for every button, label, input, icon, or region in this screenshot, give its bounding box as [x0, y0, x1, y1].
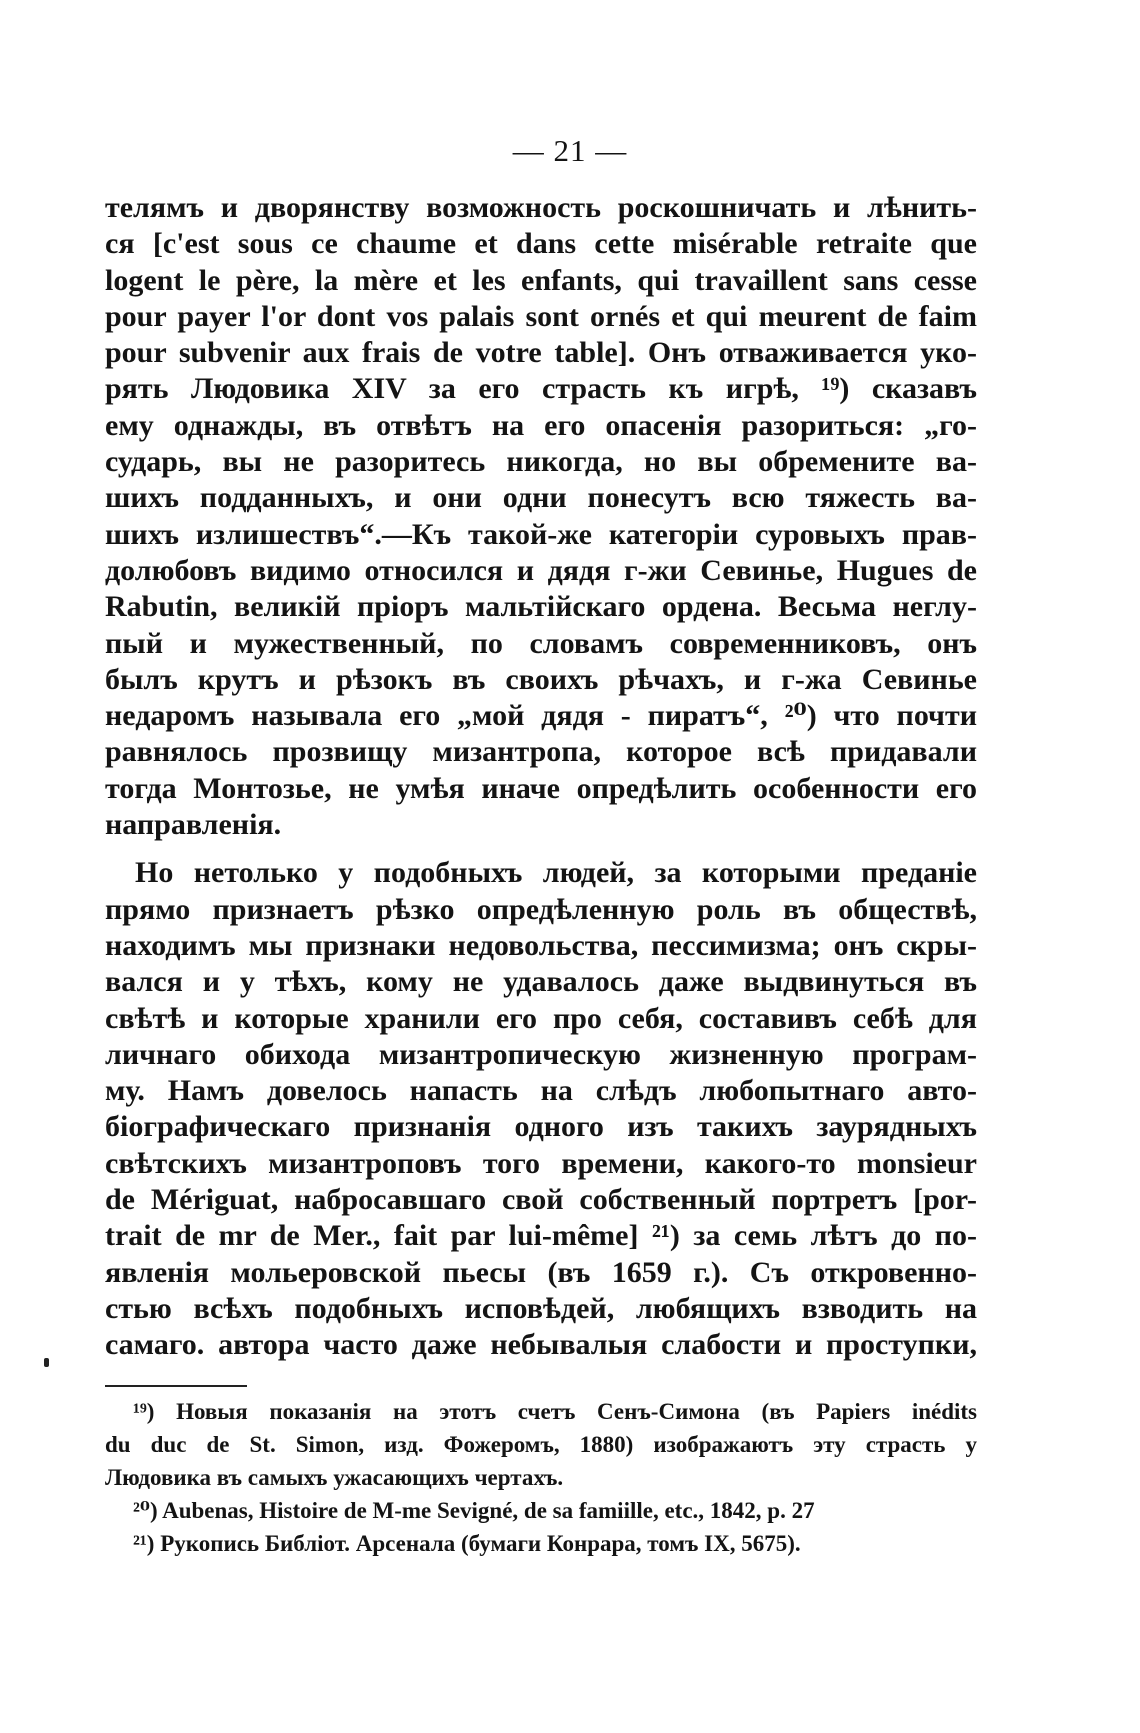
text-line: шихъ излишествъ“.—Къ такой-же категоріи суровыхъ прав-: [105, 517, 977, 551]
text-line: ему однажды, въ отвѣтъ на его опасенія разориться: „го-: [105, 408, 977, 442]
text-line: личнаго обихода мизантропическую жизненную програм-: [105, 1037, 977, 1071]
text-line: сударь, вы не разоритесь никогда, но вы обремените ва-: [105, 445, 977, 479]
text-line: му. Намъ довелось напасть на слѣдъ любопытнаго авто-: [105, 1074, 977, 1108]
text-line: былъ крутъ и рѣзокъ въ своихъ рѣчахъ, и г-жа Севинье: [105, 662, 977, 696]
footnote-line: du duc de St. Simon, изд. Фожеромъ, 1880) изображаютъ эту страсть у: [105, 1432, 977, 1457]
text-line: стью всѣхъ подобныхъ исповѣдей, любящихъ взводить на: [105, 1291, 977, 1325]
text-line: de Mériguat, набросавшаго свой собственный портретъ [por-: [105, 1183, 977, 1217]
text-line: trait de mr de Mer., fait par lui-même] ²¹) за семь лѣтъ до по-: [105, 1219, 977, 1253]
footnote-line: ¹⁹) Новыя показанія на этотъ счетъ Сенъ-Симона (въ Papiers inédits: [133, 1399, 977, 1424]
text-line: направленія.: [105, 808, 282, 842]
paragraph-2: [105, 855, 977, 1363]
text-line: pour payer l'or dont vos palais sont ornés et qui meurent de faim: [105, 299, 977, 333]
page-number: — 21 —: [512, 133, 628, 168]
text-line: logent le père, la mère et les enfants, qui travaillent sans cesse: [105, 263, 977, 297]
text-line: pour subvenir aux frais de votre table]. Онъ отваживается уко-: [105, 336, 977, 370]
text-line: недаромъ называла его „мой дядя - пиратъ“, ²⁰) что почти: [105, 699, 977, 733]
text-line: ся [c'est sous ce chaume et dans cette misérable retraite que: [105, 227, 977, 261]
text-line: Но нетолько у подобныхъ людей, за которыми преданіе: [135, 856, 977, 890]
text-line: равнялось прозвищу мизантропа, которое всѣ придавали: [105, 735, 977, 769]
footnote-line: Людовика въ самыхъ ужасающихъ чертахъ.: [105, 1465, 564, 1490]
text-line: тогда Монтозье, не умѣя иначе опредѣлить особенности его: [105, 771, 977, 805]
footnote-19: [105, 1395, 977, 1494]
footnote-line: ²⁰) Aubenas, Histoire de M-me Sevigné, de sa famiille, etc., 1842, p. 27: [133, 1498, 815, 1523]
footnote-21: [105, 1527, 977, 1560]
text-line: біографическаго признанія одного изъ такихъ заурядныхъ: [105, 1110, 977, 1144]
text-line: явленія мольеровской пьесы (въ 1659 г.). Съ откровенно-: [105, 1255, 977, 1289]
text-line: пый и мужественный, по словамъ современниковъ, онъ: [105, 626, 977, 660]
footnote-line: ²¹) Рукопись Библіот. Арсенала (бумаги Конрара, томъ IX, 5675).: [133, 1531, 801, 1556]
text-line: свѣтѣ и которые хранили его про себя, составивъ себѣ для: [105, 1001, 977, 1035]
text-line: прямо признаетъ рѣзко опредѣленную роль въ обществѣ,: [105, 892, 977, 926]
text-line: телямъ и дворянству возможность роскошничать и лѣнить-: [105, 191, 977, 224]
paragraph-1: [105, 190, 977, 843]
text-line: находимъ мы признаки недовольства, пессимизма; онъ скры-: [105, 928, 977, 962]
text-line: рять Людовика XIV за его страсть къ игрѣ, ¹⁹) сказавъ: [105, 372, 977, 406]
text-line: Rabutin, великій пріоръ мальтійскаго ордена. Весьма неглу-: [105, 590, 977, 624]
text-line: самаго. автора часто даже небывалыя слабости и проступки,: [105, 1328, 977, 1362]
text-line: долюбовъ видимо относился и дядя г-жи Севинье, Hugues de: [105, 553, 977, 587]
text-line: свѣтскихъ мизантроповъ того времени, какого-то monsieur: [105, 1146, 977, 1180]
text-line: вался и у тѣхъ, кому не удавалось даже выдвинуться въ: [105, 965, 977, 999]
footnotes: [105, 1395, 977, 1560]
body-text: [105, 190, 977, 1364]
margin-mark: [44, 1358, 49, 1367]
footnote-20: [105, 1494, 977, 1527]
text-line: шихъ подданныхъ, и они одни понесутъ всю тяжесть ва-: [105, 481, 977, 515]
footnote-divider: [105, 1385, 247, 1387]
